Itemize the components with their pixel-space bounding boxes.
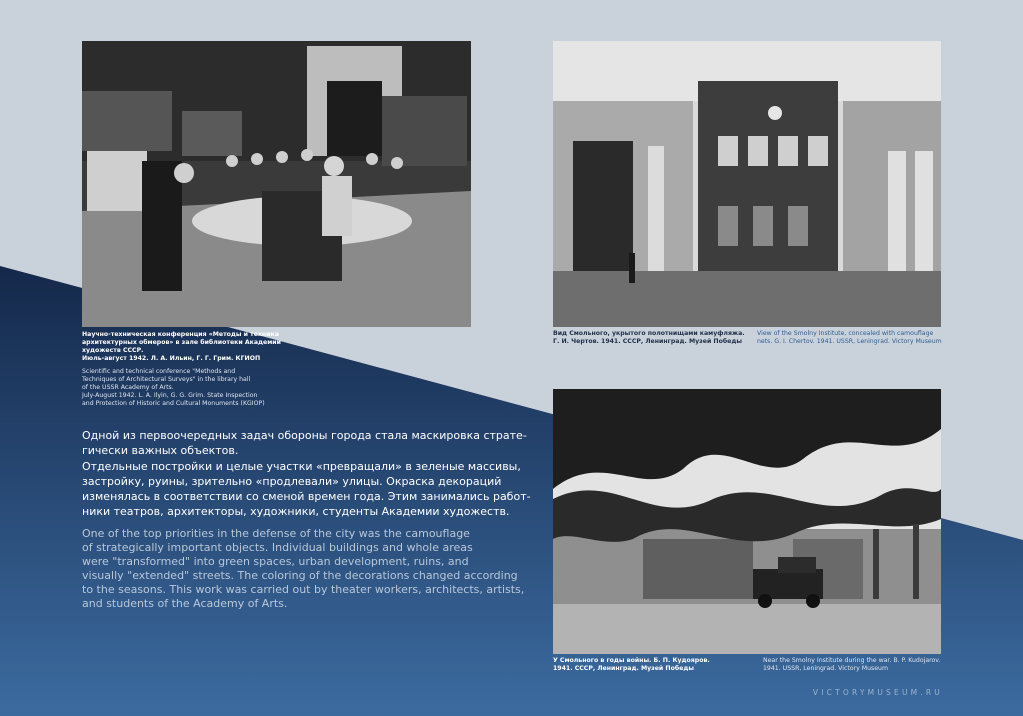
caption-smolny-camouflage-en-text: View of the Smolny Institute, concealed with camouflage nets. G. I. Chertov. 1941. USSR, Leningrad. Victory Museum: [757, 330, 942, 345]
body-ru-paragraph-2: Отдельные постройки и целые участки «превращали» в зеленые массивы, застройку, руины, зрительно «продлевали» улицы. Окраска декораций изменялась в соответствии со сменой времен года. Этим занимались работ- ники театров, архитекторы, художники, студенты Академии художеств.: [82, 460, 531, 518]
body-ru-paragraph-1: Одной из первоочередных задач обороны города стала маскировка страте- гически важных объектов.: [82, 429, 527, 457]
caption-conference-ru: [82, 331, 282, 363]
photo-conference: [82, 41, 471, 327]
caption-smolny-camouflage-ru-text: Вид Смольного, укрытого полотнищами камуфляжа. Г. И. Чертов. 1941. СССР, Ленинград. Музей Победы: [553, 330, 745, 345]
photo-smolny-war-frame: [553, 389, 941, 654]
body-en-paragraph: One of the top priorities in the defense of the city was the camouflage of strategically important objects. Individual buildings and whole areas were "transformed" into green spaces, urban development, ruins, and visually "extended" streets. The coloring of the decorations changed according to the seasons. This work was carried out by theater workers, architects, artists, and students of the Academy of Arts.: [82, 527, 525, 610]
photo-smolny-camouflage: [553, 41, 941, 327]
caption-smolny-camouflage-en: [757, 330, 947, 346]
caption-smolny-war-en: [763, 657, 948, 673]
caption-smolny-war-ru-text: У Смольного в годы войны. Б. П. Кудояров. 1941. СССР, Ленинград. Музей Победы: [553, 657, 710, 672]
caption-conference-en: [82, 368, 282, 408]
footer-site-link[interactable]: VICTORYMUSEUM.RU: [812, 688, 943, 697]
caption-smolny-war-en-text: Near the Smolny Institute during the war. B. P. Kudojarov. 1941. USSR, Leningrad. Victory Museum: [763, 657, 941, 672]
photo-library-conference: [82, 41, 471, 327]
caption-conference-ru-text: Научно-техническая конференция «Методы и техника архитектурных обмеров» в зале библиотеки Академии художеств СССР. Июль-август 1942. Л. А. Ильин, Г. Г. Грим. КГИОП: [82, 331, 281, 362]
caption-conference-en-text: Scientific and technical conference "Methods and Techniques of Architectural Surveys" in the library hall of the USSR Academy of Arts. July-August 1942. L. A. Ilyin, G. G. Grim. State Inspection and Protection of Historic and Cultural Monuments (KGIOP): [82, 368, 265, 407]
photo-smolny-war-truck: [553, 389, 941, 654]
caption-smolny-war-ru: [553, 657, 753, 673]
photo-smolny-camouflage-frame: [553, 41, 941, 327]
caption-smolny-camouflage-ru: [553, 330, 753, 346]
